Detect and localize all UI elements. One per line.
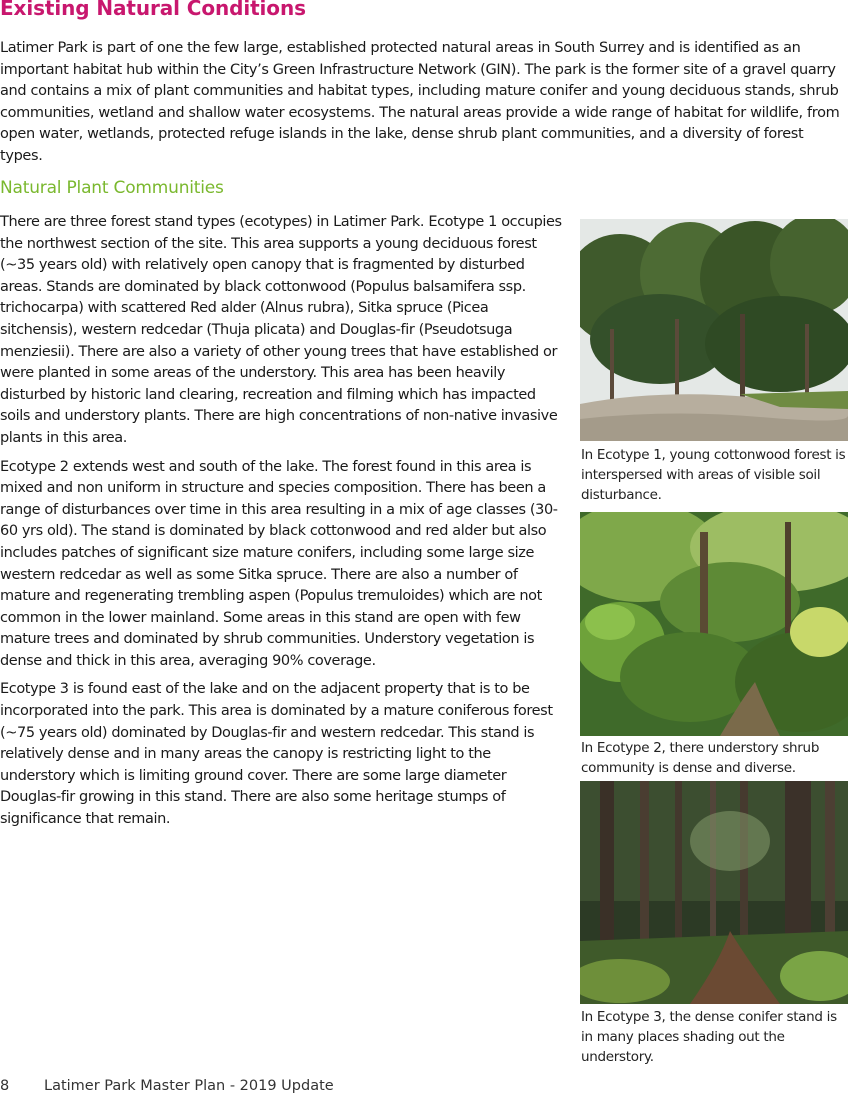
ecotype-1-photo [580,219,848,441]
page-number: 8 [0,1078,10,1094]
ecotype-2-caption: In Ecotype 2, there understory shrub community is dense and diverse. [581,740,820,776]
ecotype-2-paragraph: Ecotype 2 extends west and south of the lake. The forest found in this area is mixed and non uniform in structure and species composition. There has been a range of disturbances over time in this area resulting in a mix of age classes (30-60 yrs old). The stand is dominated by black cottonwood and red alder but also includes patches of significant size mature conifers, including some large size western redcedar as well as some Sitka spruce. There are also a number of mature and regenerating trembling aspen (Populus tremuloides) which are not common in the lower mainland. Some areas in this stand are open with few mature trees and dominated by shrub communities. Understory vegetation is dense and thick in this area, averaging 90% coverage. [0,458,558,669]
ecotype-3-paragraph: Ecotype 3 is found east of the lake and on the adjacent property that is to be incorporated into the park. This area is dominated by a mature coniferous forest (~75 years old) dominated by Douglas-fir and western redcedar. This stand is relatively dense and in many areas the canopy is restricting light to the understory which is limiting ground cover. There are some large diameter Douglas-fir growing in this stand. There are also some heritage stumps of significance that remain. [0,681,553,828]
ecotype-1-caption: In Ecotype 1, young cottonwood forest is interspersed with areas of visible soil disturbance. [581,447,846,503]
ecotype-3-photo [580,781,848,1004]
conifer-stand-image [580,781,848,1004]
ecotype-1-paragraph: There are three forest stand types (ecotypes) in Latimer Park. Ecotype 1 occupies the northwest section of the site. This area supports a young deciduous forest (~35 years old) with relatively open canopy that is fragmented by disturbed areas. Stands are dominated by black cottonwood (Populus balsamifera ssp. trichocarpa) with scattered Red alder (Alnus rubra), Sitka spruce (Picea sitchensis), western redcedar (Thuja plicata) and Douglas-fir (Pseudotsuga menziesii). There are also a variety of other young trees that have established or were planted in some areas of the understory. This area has been heavily disturbed by historic land clearing, recreation and filming which has impacted soils and understory plants. There are high concentrations of non-native invasive plants in this area. [0,214,562,446]
body-text-column [0,212,568,838]
shrub-understory-image [580,512,848,736]
footer-document-title: Latimer Park Master Plan - 2019 Update [44,1078,334,1094]
intro-paragraph: Latimer Park is part of one the few large, established protected natural areas in South Surrey and is identified as an important habitat hub within the City’s Green Infrastructure Network (GIN). The park is the former site of a gravel quarry and contains a mix of plant communities and habitat types, including mature conifer and young deciduous stands, shrub communities, wetland and shallow water ecosystems. The natural areas provide a wide range of habitat for wildlife, from open water, wetlands, protected refuge islands in the lake, dense shrub plant communities, and a diversity of forest types. [0,40,840,164]
page-title: Existing Natural Conditions [0,0,306,20]
ecotype-3-caption: In Ecotype 3, the dense conifer stand is in many places shading out the understory. [581,1009,837,1065]
ecotype-2-photo [580,512,848,736]
section-subtitle: Natural Plant Communities [0,178,224,198]
page-footer [0,1078,334,1094]
cottonwood-forest-image [580,219,848,441]
